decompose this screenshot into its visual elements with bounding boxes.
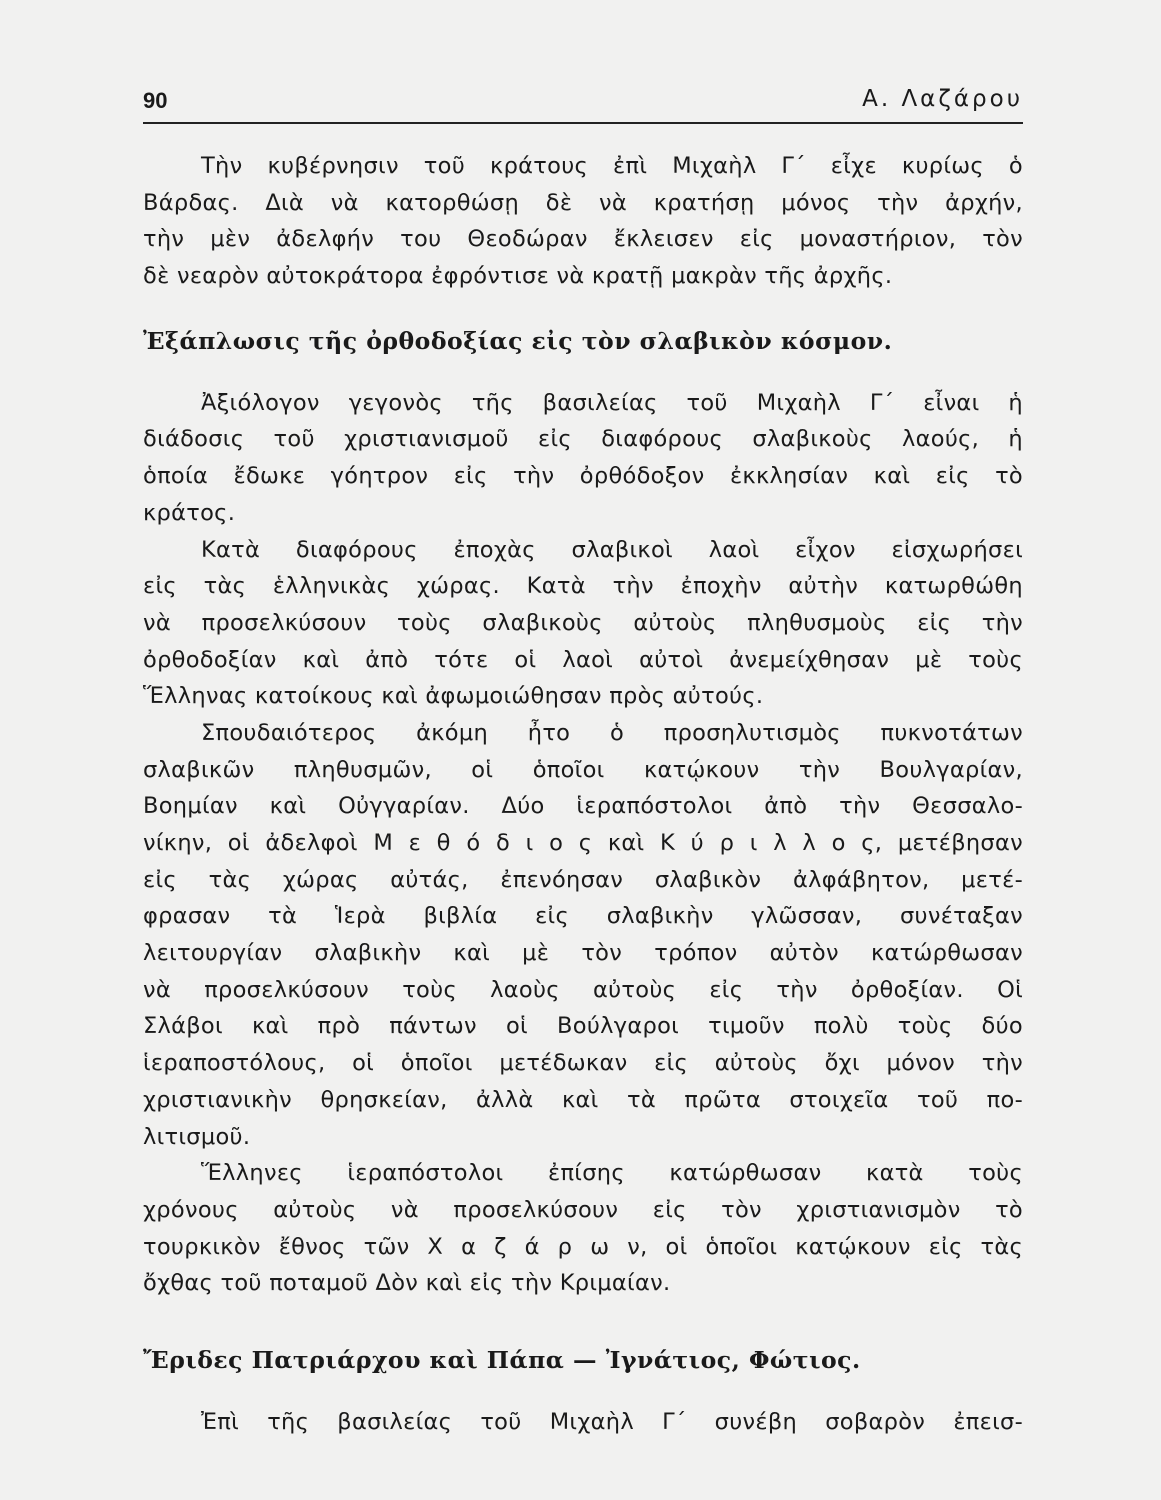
text-line: Σπουδαιότερος ἀκόμη ἦτο ὁ προσηλυτισμὸς πυκνοτάτων — [201, 719, 1023, 746]
paragraph — [143, 715, 1023, 1155]
text-line: Ἕλληνας κατοίκους καὶ ἀφωμοιώθησαν πρὸς αὐτούς. — [143, 683, 764, 710]
text-line: Τὴν κυβέρνησιν τοῦ κράτους ἐπὶ Μιχαὴλ Γ΄ εἶχε κυρίως ὁ — [201, 153, 1023, 179]
page-number: 90 — [143, 88, 168, 113]
text-line: σλαβικῶν πληθυσμῶν, οἱ ὁποῖοι κατῴκουν τὴν Βουλγαρίαν, — [143, 756, 1023, 783]
text-line: φρασαν τὰ Ἱερὰ βιβλία εἰς σλαβικὴν γλῶσσαν, συνέταξαν — [143, 903, 1023, 930]
text-line: εἰς τὰς χώρας αὐτάς, ἐπενόησαν σλαβικὸν ἀλφάβητον, μετέ- — [143, 866, 1023, 893]
running-head-author: Α. Λαζάρου — [862, 86, 1023, 112]
text-line: ὀρθοδοξίαν καὶ ἀπὸ τότε οἱ λαοὶ αὐτοὶ ἀνεμείχθησαν μὲ τοὺς — [143, 646, 1023, 673]
paragraph — [143, 148, 1023, 295]
section-heading: Ἔριδες Πατριάρχου καὶ Πάπα — Ἰγνάτιος, Φώτιος. — [143, 1345, 861, 1374]
text-line: δὲ νεαρὸν αὐτοκράτορα ἐφρόντισε νὰ κρατῇ μακρὰν τῆς ἀρχῆς. — [143, 263, 893, 290]
text-line: Ἐπὶ τῆς βασιλείας τοῦ Μιχαὴλ Γ΄ συνέβη σοβαρὸν ἐπεισ- — [201, 1408, 1023, 1435]
text-line: χριστιανικὴν θρησκείαν, ἀλλὰ καὶ τὰ πρῶτα στοιχεῖα τοῦ πο- — [143, 1086, 1023, 1113]
text-line: Ἀξιόλογον γεγονὸς τῆς βασιλείας τοῦ Μιχαὴλ Γ΄ εἶναι ἡ — [201, 389, 1023, 416]
text-line: λειτουργίαν σλαβικὴν καὶ μὲ τὸν τρόπον αὐτὸν κατώρθωσαν — [143, 940, 1023, 967]
text-line: Βοημίαν καὶ Οὐγγαρίαν. Δύο ἱεραπόστολοι ἀπὸ τὴν Θεσσαλο- — [143, 793, 1023, 820]
text-line: εἰς τὰς ἑλληνικὰς χώρας. Κατὰ τὴν ἐποχὴν αὐτὴν κατωρθώθη — [143, 573, 1023, 600]
text-line: νὰ προσελκύσουν τοὺς λαοὺς αὐτοὺς εἰς τὴν ὀρθοξίαν. Οἱ — [143, 976, 1023, 1003]
header-rule — [143, 122, 1023, 124]
paragraph — [143, 532, 1023, 715]
section-heading: Ἐξάπλωσις τῆς ὀρθοδοξίας εἰς τὸν σλαβικὸν κόσμον. — [143, 326, 893, 355]
body-text — [143, 148, 1023, 1441]
text-line: λιτισμοῦ. — [143, 1123, 251, 1150]
text-line: χρόνους αὐτοὺς νὰ προσελκύσουν εἰς τὸν χριστιανισμὸν τὸ — [143, 1196, 1023, 1223]
text-line: κράτος. — [143, 499, 236, 526]
text-line: τὴν μὲν ἀδελφήν του Θεοδώραν ἔκλεισεν εἰς μοναστήριον, τὸν — [143, 226, 1023, 253]
text-line: Σλάβοι καὶ πρὸ πάντων οἱ Βούλγαροι τιμοῦν πολὺ τοὺς δύο — [143, 1013, 1023, 1040]
text-line: Ἕλληνες ἱεραπόστολοι ἐπίσης κατώρθωσαν κατὰ τοὺς — [201, 1160, 1023, 1187]
text-line: Βάρδας. Διὰ νὰ κατορθώσῃ δὲ νὰ κρατήσῃ μόνος τὴν ἀρχήν, — [143, 189, 1023, 216]
text-line: διάδοσις τοῦ χριστιανισμοῦ εἰς διαφόρους σλαβικοὺς λαούς, ἡ — [143, 426, 1023, 453]
paragraph — [143, 1404, 1023, 1441]
text-line: ἱεραποστόλους, οἱ ὁποῖοι μετέδωκαν εἰς αὐτοὺς ὄχι μόνον τὴν — [143, 1050, 1023, 1077]
page-header — [143, 84, 1023, 124]
text-line: τουρκικὸν ἔθνος τῶν Χ α ζ ά ρ ω ν, οἱ ὁποῖοι κατῴκουν εἰς τὰς — [143, 1233, 1023, 1260]
paragraph — [143, 1155, 1023, 1302]
text-line: νίκην, οἱ ἀδελφοὶ Μ ε θ ό δ ι ο ς καὶ Κ ύ ρ ι λ λ ο ς, μετέβησαν — [143, 830, 1023, 856]
paragraph — [143, 385, 1023, 532]
text-line: νὰ προσελκύσουν τοὺς σλαβικοὺς αὐτοὺς πληθυσμοὺς εἰς τὴν — [143, 609, 1023, 636]
text-line: Κατὰ διαφόρους ἐποχὰς σλαβικοὶ λαοὶ εἶχον εἰσχωρήσει — [201, 536, 1023, 563]
text-line: ὄχθας τοῦ ποταμοῦ Δὸν καὶ εἰς τὴν Κριμαίαν. — [143, 1270, 671, 1297]
text-line: ὁποία ἔδωκε γόητρον εἰς τὴν ὀρθόδοξον ἐκκλησίαν καὶ εἰς τὸ — [143, 463, 1023, 490]
